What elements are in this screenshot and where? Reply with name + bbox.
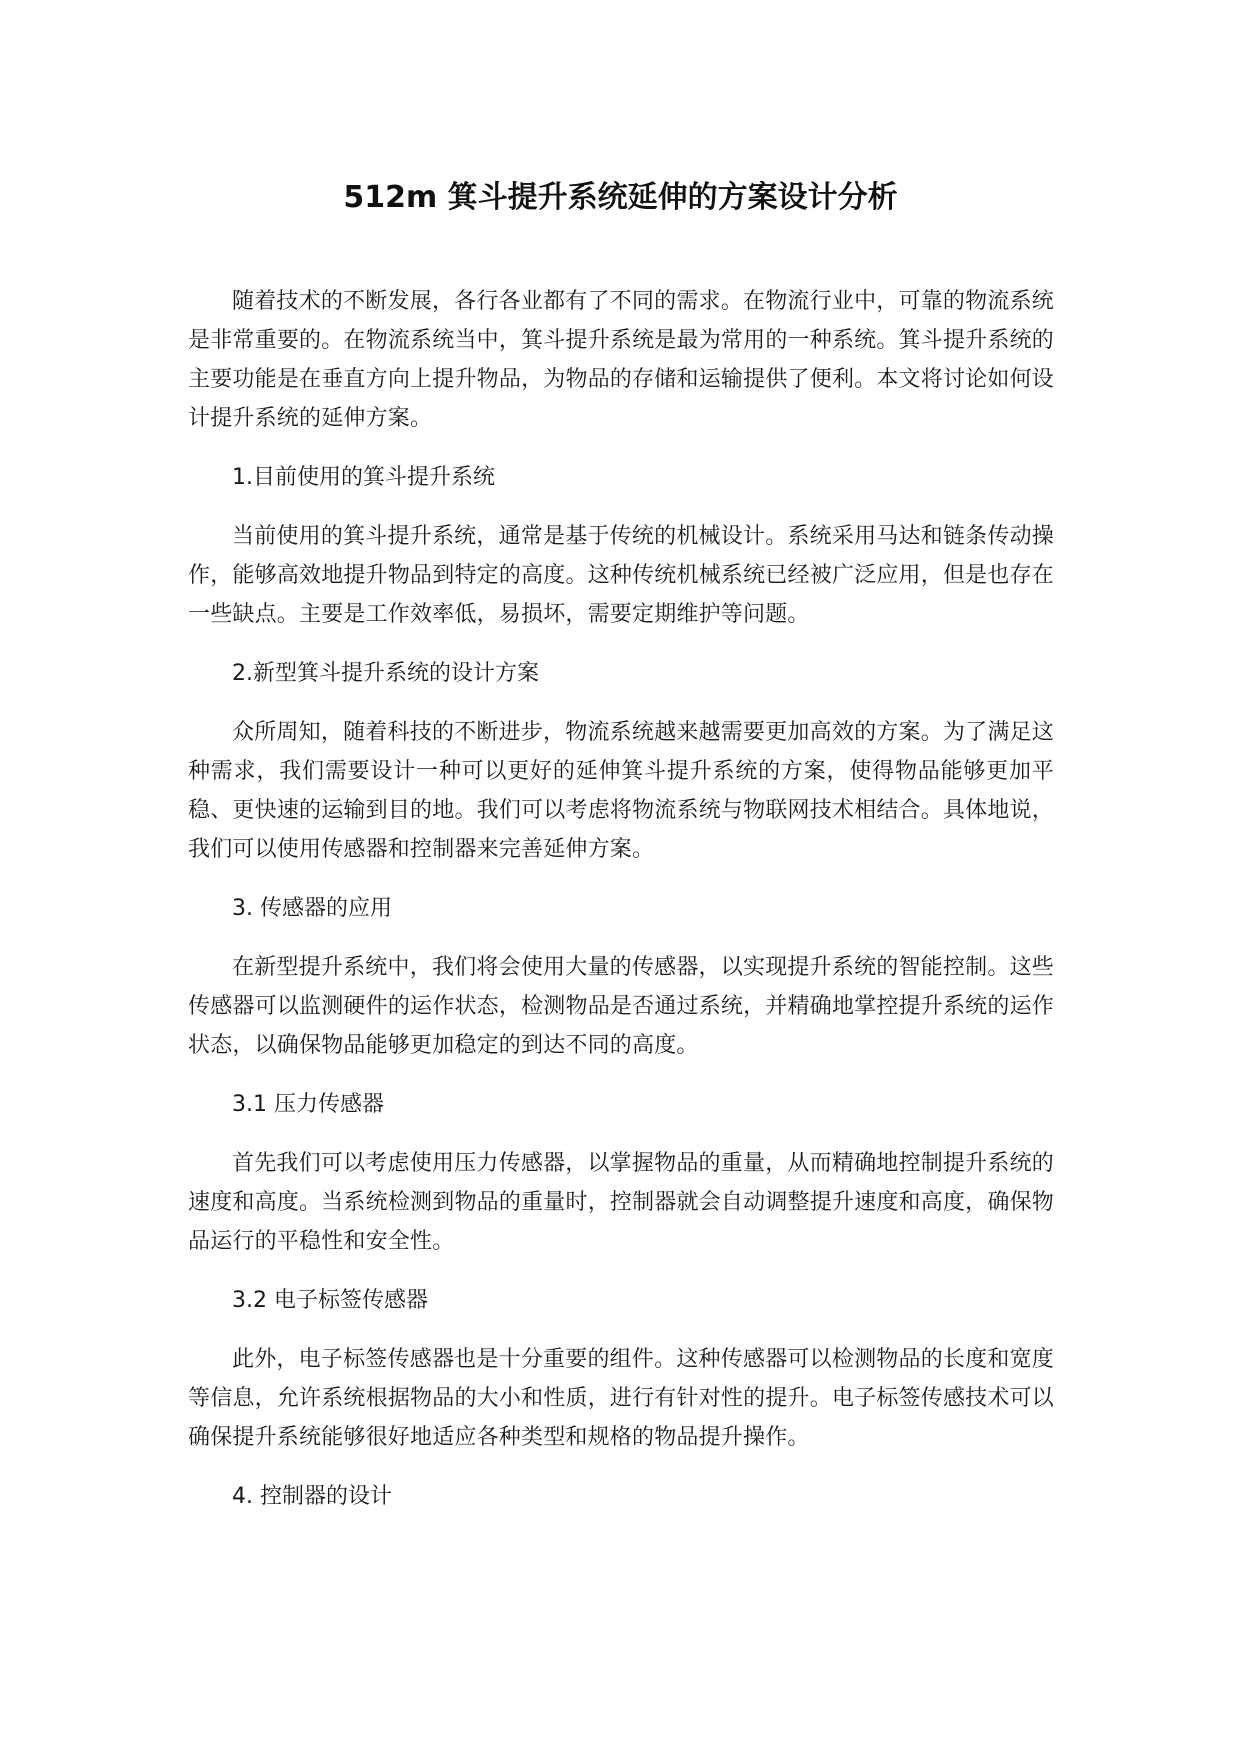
paragraph: 此外，电子标签传感器也是十分重要的组件。这种传感器可以检测物品的长度和宽度等信息，允许系统根据物品的大小和性质，进行有针对性的提升。电子标签传感技术可以确保提升系统能够很好地适应各种类型和规格的物品提升操作。: [188, 1347, 1054, 1450]
section-heading: 2.新型箕斗提升系统的设计方案: [232, 661, 539, 686]
page-title: 512m 箕斗提升系统延伸的方案设计分析: [343, 180, 898, 215]
paragraph: 首先我们可以考虑使用压力传感器，以掌握物品的重量，从而精确地控制提升系统的速度和高度。当系统检测到物品的重量时，控制器就会自动调整提升速度和高度，确保物品运行的平稳性和安全性。: [188, 1151, 1054, 1254]
paragraph: 众所周知，随着科技的不断进步，物流系统越来越需要更加高效的方案。为了满足这种需求，我们需要设计一种可以更好的延伸箕斗提升系统的方案，使得物品能够更加平稳、更快速的运输到目的地。我们可以考虑将物流系统与物联网技术相结合。具体地说，我们可以使用传感器和控制器来完善延伸方案。: [188, 720, 1054, 862]
section-heading: 1.目前使用的箕斗提升系统: [232, 465, 495, 490]
paragraph: 在新型提升系统中，我们将会使用大量的传感器，以实现提升系统的智能控制。这些传感器可以监测硬件的运作状态，检测物品是否通过系统，并精确地掌控提升系统的运作状态，以确保物品能够更加稳定的到达不同的高度。: [188, 955, 1054, 1058]
paragraph: 随着技术的不断发展，各行各业都有了不同的需求。在物流行业中，可靠的物流系统是非常重要的。在物流系统当中，箕斗提升系统是最为常用的一种系统。箕斗提升系统的主要功能是在垂直方向上提升物品，为物品的存储和运输提供了便利。本文将讨论如何设计提升系统的延伸方案。: [188, 289, 1054, 431]
section-heading: 4. 控制器的设计: [232, 1484, 392, 1509]
paragraph: 当前使用的箕斗提升系统，通常是基于传统的机械设计。系统采用马达和链条传动操作，能够高效地提升物品到特定的高度。这种传统机械系统已经被广泛应用，但是也存在一些缺点。主要是工作效率低，易损坏，需要定期维护等问题。: [188, 524, 1054, 627]
section-heading: 3.1 压力传感器: [232, 1092, 384, 1117]
document-body: [188, 282, 1054, 1536]
section-heading: 3. 传感器的应用: [232, 896, 392, 921]
section-heading: 3.2 电子标签传感器: [232, 1288, 428, 1313]
